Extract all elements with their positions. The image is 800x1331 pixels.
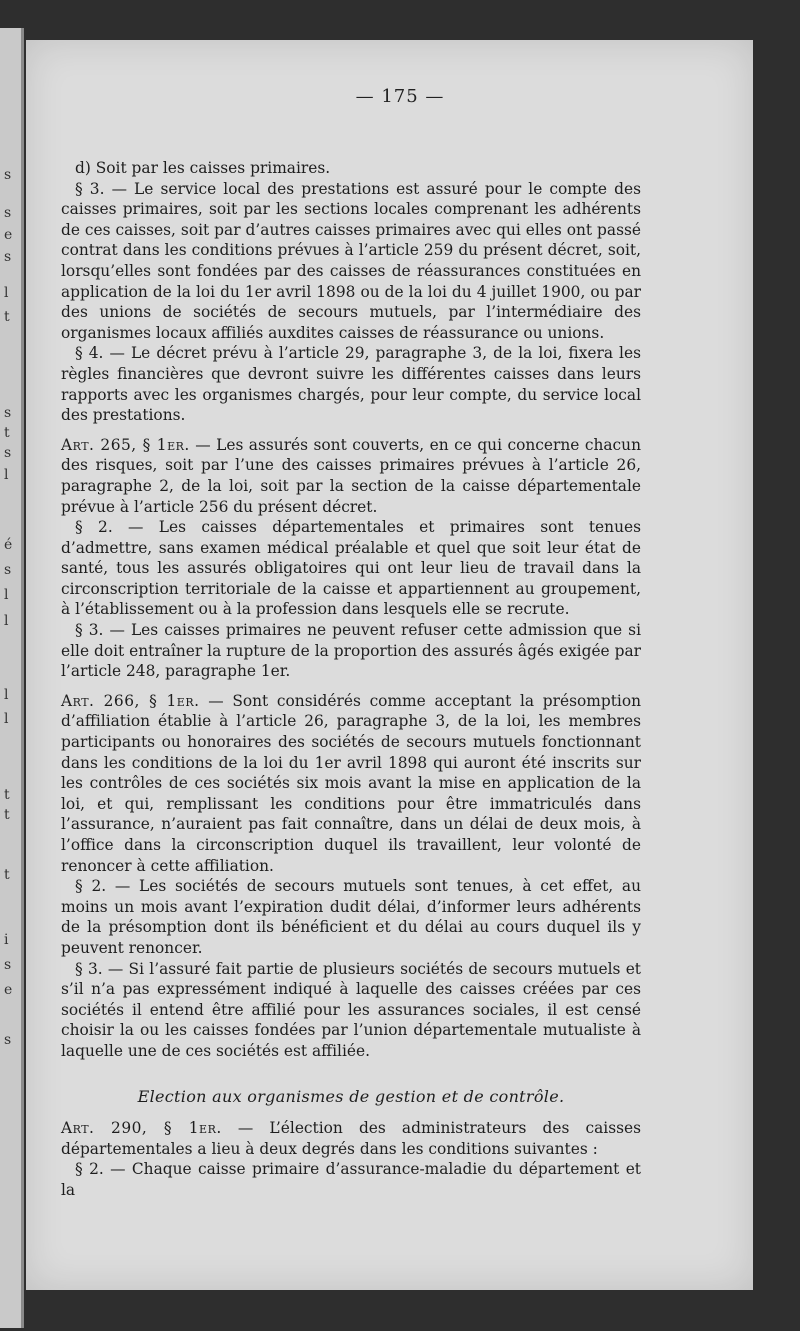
left-page-fragment: s [4,1032,12,1048]
body-paragraph: § 3. — Les caisses primaires ne peuvent refuser cette admission que si elle doit entraîner la rupture de la proportion des assurés âgés exigée par l’article 248, paragraphe 1er. [61,621,641,681]
left-page-fragment: t [4,425,10,441]
section-heading: Election aux organismes de gestion et de contrôle. [137,1086,565,1106]
body-paragraph: § 2. — Les sociétés de secours mutuels sont tenues, à cet effet, au moins un mois avant l’expiration dudit délai, d’informer leurs adhérents de la présomption dont ils bénéficient et du délai au cours duquel ils y peuvent renoncer. [61,877,641,957]
left-page-fragment: l [4,613,9,629]
article-number: Art. 265, § 1er. [61,435,190,454]
left-page-fragment: l [4,587,9,603]
article-number: Art. 290, § 1er. [61,1119,222,1138]
left-page-fragment: e [4,227,13,243]
left-page-fragment: l [4,285,9,301]
body-paragraph: § 2. — Chaque caisse primaire d’assurance-maladie du département et la [61,1160,641,1199]
left-page-fragment: e [4,982,13,998]
left-page-fragment: s [4,167,12,183]
article-number: Art. 266, § 1er. [61,691,200,710]
body-paragraph: § 4. — Le décret prévu à l’article 29, paragraphe 3, de la loi, fixera les règles financières que devront suivre les différentes caisses dans leurs rapports avec les organismes chargés, pour leur compte, du service local des prestations. [61,344,641,425]
left-page-fragment: t [4,807,10,823]
article-text: — Sont considérés comme acceptant la présomption d’affiliation établie à l’article 26, paragraphe 3, de la loi, les membres participants ou honoraires des sociétés de secours mutuels fonctionnant dans les conditions de la loi du 1er avril 1898 qui auront été inscrits sur les contrôles de ces sociétés six mois avant la mise en application de la loi, et qui, remplissant les conditions pour être immatriculés dans l’assurance, n’auraient pas fait connaître, dans un délai de deux mois, à l’office dans la circonscription duquel ils travaillent, leur volonté de renoncer à cette affiliation. [61,691,642,875]
body-paragraph: d) Soit par les caisses primaires. [75,159,331,177]
left-page-fragment: s [4,249,12,265]
body-paragraph: § 3. — Le service local des prestations est assuré pour le compte des caisses primaires, soit par les sections locales comprenant les adhérents de ces caisses, soit par d’autres caisses primaires avec qui elles ont passé contrat dans les conditions prévues à l’article 259 du présent décret, soit, lorsqu’elles sont fondées par des caisses de réassurances constituées en application de la loi du 1er avril 1898 ou de la loi du 4 juillet 1900, ou par des unions de sociétés de secours mutuels, par l’intermédiaire des organismes locaux affiliés auxdites caisses de réassurance ou unions. [61,179,641,342]
article-text: — Les assurés sont couverts, en ce qui concerne chacun des risques, soit par l’une des caisses primaires prévues à l’article 26, paragraphe 2, de la loi, soit par la section de la caisse départementale prévue à l’article 256 du présent décret. [61,435,641,516]
article-text: — L’élection des administrateurs des caisses départementales a lieu à deux degrés dans les conditions suivantes : [61,1119,641,1158]
left-page-fragment: t [4,309,10,325]
binding-shadow [21,28,24,1328]
left-page-fragment: s [4,562,12,578]
left-page-fragment: s [4,445,12,461]
left-page-fragment: t [4,787,10,803]
left-page-fragment: s [4,405,12,421]
left-page-fragment: é [4,537,13,553]
left-page-fragment: t [4,867,10,883]
article-paragraph [61,435,641,517]
adjacent-page-edge [0,28,24,1328]
left-page-fragment: l [4,687,9,703]
article-paragraph [61,691,641,876]
article-paragraph [61,1118,641,1159]
left-page-fragment: i [4,932,9,948]
left-page-fragment: s [4,205,12,221]
page-number: — 175 — [355,86,445,107]
body-paragraph: § 2. — Les caisses départementales et primaires sont tenues d’admettre, sans examen médical préalable et quel que soit leur état de santé, tous les assurés obligatoires qui ont leur lieu de travail dans la circonscription territoriale de la caisse et appartiennent au groupement, à l’établissement ou à la profession dans lesquels elle se recrute. [61,518,641,619]
left-page-fragment: l [4,711,9,727]
left-page-fragment: s [4,957,12,973]
page-body [61,158,641,1201]
left-page-fragment: l [4,467,9,483]
body-paragraph: § 3. — Si l’assuré fait partie de plusieurs sociétés de secours mutuels et s’il n’a pas expressément indiqué à laquelle des caisses créées par ces sociétés il entend être affilié pour les assurances sociales, il est censé choisir la ou les caisses fondées par l’union départementale mutualiste à laquelle une de ces sociétés est affiliée. [61,959,641,1060]
